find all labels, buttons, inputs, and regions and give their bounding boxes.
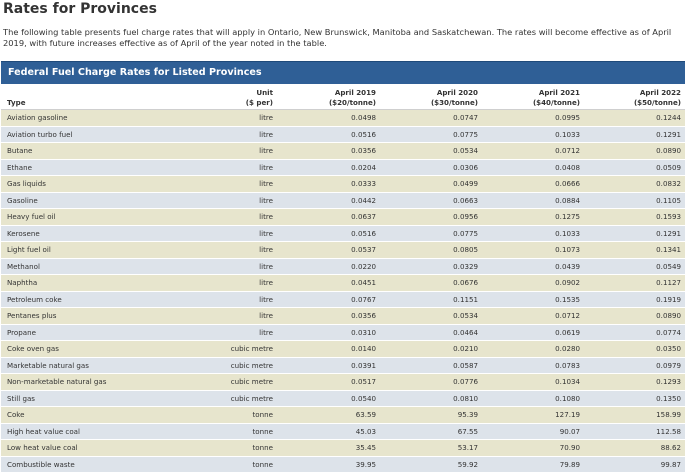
april-2019-cell: 0.0391 xyxy=(277,357,380,374)
table-header-row xyxy=(1,84,685,110)
table-row xyxy=(1,423,685,440)
april-2021-cell: 0.0712 xyxy=(482,143,584,160)
april-2019-cell: 45.03 xyxy=(277,423,380,440)
type-cell: Gas liquids xyxy=(1,176,179,193)
header-unit-line2: ($ per) xyxy=(183,98,273,108)
header-april-2020-line2: ($30/tonne) xyxy=(384,98,478,108)
april-2020-cell: 0.0956 xyxy=(380,209,482,226)
table-row xyxy=(1,341,685,358)
header-april-2020-line1: April 2020 xyxy=(384,88,478,98)
table-row xyxy=(1,275,685,292)
unit-cell: litre xyxy=(179,143,277,160)
table-row xyxy=(1,308,685,325)
april-2019-cell: 0.0333 xyxy=(277,176,380,193)
april-2022-cell: 0.1244 xyxy=(584,110,685,127)
april-2022-cell: 99.87 xyxy=(584,456,685,472)
unit-cell: litre xyxy=(179,176,277,193)
april-2021-cell: 0.0439 xyxy=(482,258,584,275)
april-2021-cell: 0.0712 xyxy=(482,308,584,325)
april-2019-cell: 0.0517 xyxy=(277,374,380,391)
april-2022-cell: 0.0509 xyxy=(584,159,685,176)
april-2020-cell: 53.17 xyxy=(380,440,482,457)
table-row xyxy=(1,390,685,407)
table-row xyxy=(1,407,685,424)
april-2019-cell: 0.0220 xyxy=(277,258,380,275)
april-2021-cell: 127.19 xyxy=(482,407,584,424)
type-cell: Marketable natural gas xyxy=(1,357,179,374)
type-cell: Butane xyxy=(1,143,179,160)
type-cell: Petroleum coke xyxy=(1,291,179,308)
type-cell: Coke xyxy=(1,407,179,424)
april-2020-cell: 59.92 xyxy=(380,456,482,472)
april-2020-cell: 0.0747 xyxy=(380,110,482,127)
april-2022-cell: 112.58 xyxy=(584,423,685,440)
type-cell: Methanol xyxy=(1,258,179,275)
type-cell: Gasoline xyxy=(1,192,179,209)
april-2020-cell: 0.0210 xyxy=(380,341,482,358)
type-cell: Low heat value coal xyxy=(1,440,179,457)
table-row xyxy=(1,258,685,275)
april-2021-cell: 0.0408 xyxy=(482,159,584,176)
table-row xyxy=(1,159,685,176)
april-2019-cell: 0.0767 xyxy=(277,291,380,308)
header-april-2022 xyxy=(584,84,685,110)
april-2021-cell: 0.1275 xyxy=(482,209,584,226)
unit-cell: litre xyxy=(179,291,277,308)
table-row xyxy=(1,176,685,193)
april-2021-cell: 0.0884 xyxy=(482,192,584,209)
unit-cell: litre xyxy=(179,126,277,143)
april-2021-cell: 0.0280 xyxy=(482,341,584,358)
april-2020-cell: 0.1151 xyxy=(380,291,482,308)
unit-cell: litre xyxy=(179,308,277,325)
april-2021-cell: 0.1073 xyxy=(482,242,584,259)
april-2020-cell: 0.0663 xyxy=(380,192,482,209)
april-2021-cell: 0.0783 xyxy=(482,357,584,374)
fuel-charge-rates-table xyxy=(1,84,685,472)
type-cell: Coke oven gas xyxy=(1,341,179,358)
unit-cell: litre xyxy=(179,159,277,176)
table-row xyxy=(1,357,685,374)
april-2021-cell: 0.0666 xyxy=(482,176,584,193)
april-2019-cell: 0.0356 xyxy=(277,308,380,325)
type-cell: Kerosene xyxy=(1,225,179,242)
type-cell: Heavy fuel oil xyxy=(1,209,179,226)
type-cell: Ethane xyxy=(1,159,179,176)
type-cell: Still gas xyxy=(1,390,179,407)
april-2022-cell: 0.1350 xyxy=(584,390,685,407)
header-unit-line1: Unit xyxy=(183,88,273,98)
april-2019-cell: 0.0442 xyxy=(277,192,380,209)
april-2022-cell: 0.0350 xyxy=(584,341,685,358)
april-2020-cell: 0.0587 xyxy=(380,357,482,374)
april-2019-cell: 35.45 xyxy=(277,440,380,457)
table-row xyxy=(1,126,685,143)
header-unit xyxy=(179,84,277,110)
april-2020-cell: 0.0306 xyxy=(380,159,482,176)
unit-cell: tonne xyxy=(179,407,277,424)
april-2022-cell: 0.1291 xyxy=(584,126,685,143)
april-2020-cell: 0.0775 xyxy=(380,225,482,242)
type-cell: Aviation turbo fuel xyxy=(1,126,179,143)
unit-cell: litre xyxy=(179,209,277,226)
april-2022-cell: 0.1105 xyxy=(584,192,685,209)
header-april-2022-line2: ($50/tonne) xyxy=(588,98,681,108)
table-row xyxy=(1,242,685,259)
april-2022-cell: 0.1341 xyxy=(584,242,685,259)
april-2022-cell: 0.0890 xyxy=(584,143,685,160)
unit-cell: cubic metre xyxy=(179,390,277,407)
unit-cell: tonne xyxy=(179,456,277,472)
april-2022-cell: 0.1919 xyxy=(584,291,685,308)
table-caption: Federal Fuel Charge Rates for Listed Provinces xyxy=(1,61,685,84)
type-cell: Naphtha xyxy=(1,275,179,292)
april-2019-cell: 0.0537 xyxy=(277,242,380,259)
april-2019-cell: 0.0637 xyxy=(277,209,380,226)
april-2021-cell: 70.90 xyxy=(482,440,584,457)
april-2020-cell: 0.0676 xyxy=(380,275,482,292)
unit-cell: litre xyxy=(179,110,277,127)
header-april-2021-line2: ($40/tonne) xyxy=(486,98,580,108)
header-april-2021-line1: April 2021 xyxy=(486,88,580,98)
table-row xyxy=(1,374,685,391)
april-2021-cell: 0.0619 xyxy=(482,324,584,341)
april-2019-cell: 0.0451 xyxy=(277,275,380,292)
april-2020-cell: 0.0329 xyxy=(380,258,482,275)
table-row xyxy=(1,291,685,308)
unit-cell: cubic metre xyxy=(179,357,277,374)
header-april-2022-line1: April 2022 xyxy=(588,88,681,98)
april-2019-cell: 0.0204 xyxy=(277,159,380,176)
april-2021-cell: 90.07 xyxy=(482,423,584,440)
april-2021-cell: 0.1033 xyxy=(482,225,584,242)
april-2020-cell: 0.0499 xyxy=(380,176,482,193)
header-april-2021 xyxy=(482,84,584,110)
intro-paragraph: The following table presents fuel charge rates that will apply in Ontario, New Brunswick, Manitoba and Saskatchewan. The rates will become effective as of April 2019, with future increases effective as of April of the year noted in the table. xyxy=(3,27,685,48)
header-april-2019-line2: ($20/tonne) xyxy=(281,98,376,108)
table-body xyxy=(1,110,685,472)
page-title: Rates for Provinces xyxy=(3,1,157,17)
type-cell: Combustible waste xyxy=(1,456,179,472)
type-cell: Aviation gasoline xyxy=(1,110,179,127)
header-april-2019 xyxy=(277,84,380,110)
type-cell: Light fuel oil xyxy=(1,242,179,259)
table-row xyxy=(1,225,685,242)
table-row xyxy=(1,324,685,341)
unit-cell: tonne xyxy=(179,440,277,457)
type-cell: High heat value coal xyxy=(1,423,179,440)
april-2022-cell: 0.0979 xyxy=(584,357,685,374)
april-2019-cell: 0.0310 xyxy=(277,324,380,341)
april-2020-cell: 67.55 xyxy=(380,423,482,440)
april-2020-cell: 95.39 xyxy=(380,407,482,424)
april-2019-cell: 0.0540 xyxy=(277,390,380,407)
april-2022-cell: 158.99 xyxy=(584,407,685,424)
april-2021-cell: 0.0995 xyxy=(482,110,584,127)
april-2020-cell: 0.0534 xyxy=(380,308,482,325)
april-2022-cell: 0.0549 xyxy=(584,258,685,275)
unit-cell: litre xyxy=(179,242,277,259)
april-2020-cell: 0.0775 xyxy=(380,126,482,143)
table-row xyxy=(1,143,685,160)
april-2021-cell: 0.1080 xyxy=(482,390,584,407)
unit-cell: litre xyxy=(179,192,277,209)
table-row xyxy=(1,440,685,457)
april-2022-cell: 0.1293 xyxy=(584,374,685,391)
april-2021-cell: 0.1033 xyxy=(482,126,584,143)
unit-cell: litre xyxy=(179,324,277,341)
april-2021-cell: 0.1535 xyxy=(482,291,584,308)
april-2020-cell: 0.0776 xyxy=(380,374,482,391)
april-2022-cell: 0.0832 xyxy=(584,176,685,193)
april-2019-cell: 0.0498 xyxy=(277,110,380,127)
april-2021-cell: 79.89 xyxy=(482,456,584,472)
header-type xyxy=(1,84,179,110)
unit-cell: tonne xyxy=(179,423,277,440)
april-2022-cell: 88.62 xyxy=(584,440,685,457)
unit-cell: litre xyxy=(179,275,277,292)
unit-cell: litre xyxy=(179,225,277,242)
april-2022-cell: 0.1127 xyxy=(584,275,685,292)
unit-cell: litre xyxy=(179,258,277,275)
unit-cell: cubic metre xyxy=(179,341,277,358)
april-2022-cell: 0.0774 xyxy=(584,324,685,341)
type-cell: Pentanes plus xyxy=(1,308,179,325)
april-2019-cell: 0.0516 xyxy=(277,126,380,143)
april-2021-cell: 0.1034 xyxy=(482,374,584,391)
april-2021-cell: 0.0902 xyxy=(482,275,584,292)
april-2020-cell: 0.0534 xyxy=(380,143,482,160)
april-2020-cell: 0.0810 xyxy=(380,390,482,407)
april-2020-cell: 0.0805 xyxy=(380,242,482,259)
april-2022-cell: 0.1291 xyxy=(584,225,685,242)
type-cell: Non-marketable natural gas xyxy=(1,374,179,391)
header-april-2019-line1: April 2019 xyxy=(281,88,376,98)
table-row xyxy=(1,110,685,127)
unit-cell: cubic metre xyxy=(179,374,277,391)
header-april-2020 xyxy=(380,84,482,110)
table-row xyxy=(1,192,685,209)
table-row xyxy=(1,209,685,226)
april-2019-cell: 0.0516 xyxy=(277,225,380,242)
april-2022-cell: 0.1593 xyxy=(584,209,685,226)
april-2022-cell: 0.0890 xyxy=(584,308,685,325)
april-2020-cell: 0.0464 xyxy=(380,324,482,341)
type-cell: Propane xyxy=(1,324,179,341)
header-type-label: Type xyxy=(7,98,175,108)
april-2019-cell: 39.95 xyxy=(277,456,380,472)
april-2019-cell: 63.59 xyxy=(277,407,380,424)
april-2019-cell: 0.0140 xyxy=(277,341,380,358)
table-row xyxy=(1,456,685,472)
april-2019-cell: 0.0356 xyxy=(277,143,380,160)
